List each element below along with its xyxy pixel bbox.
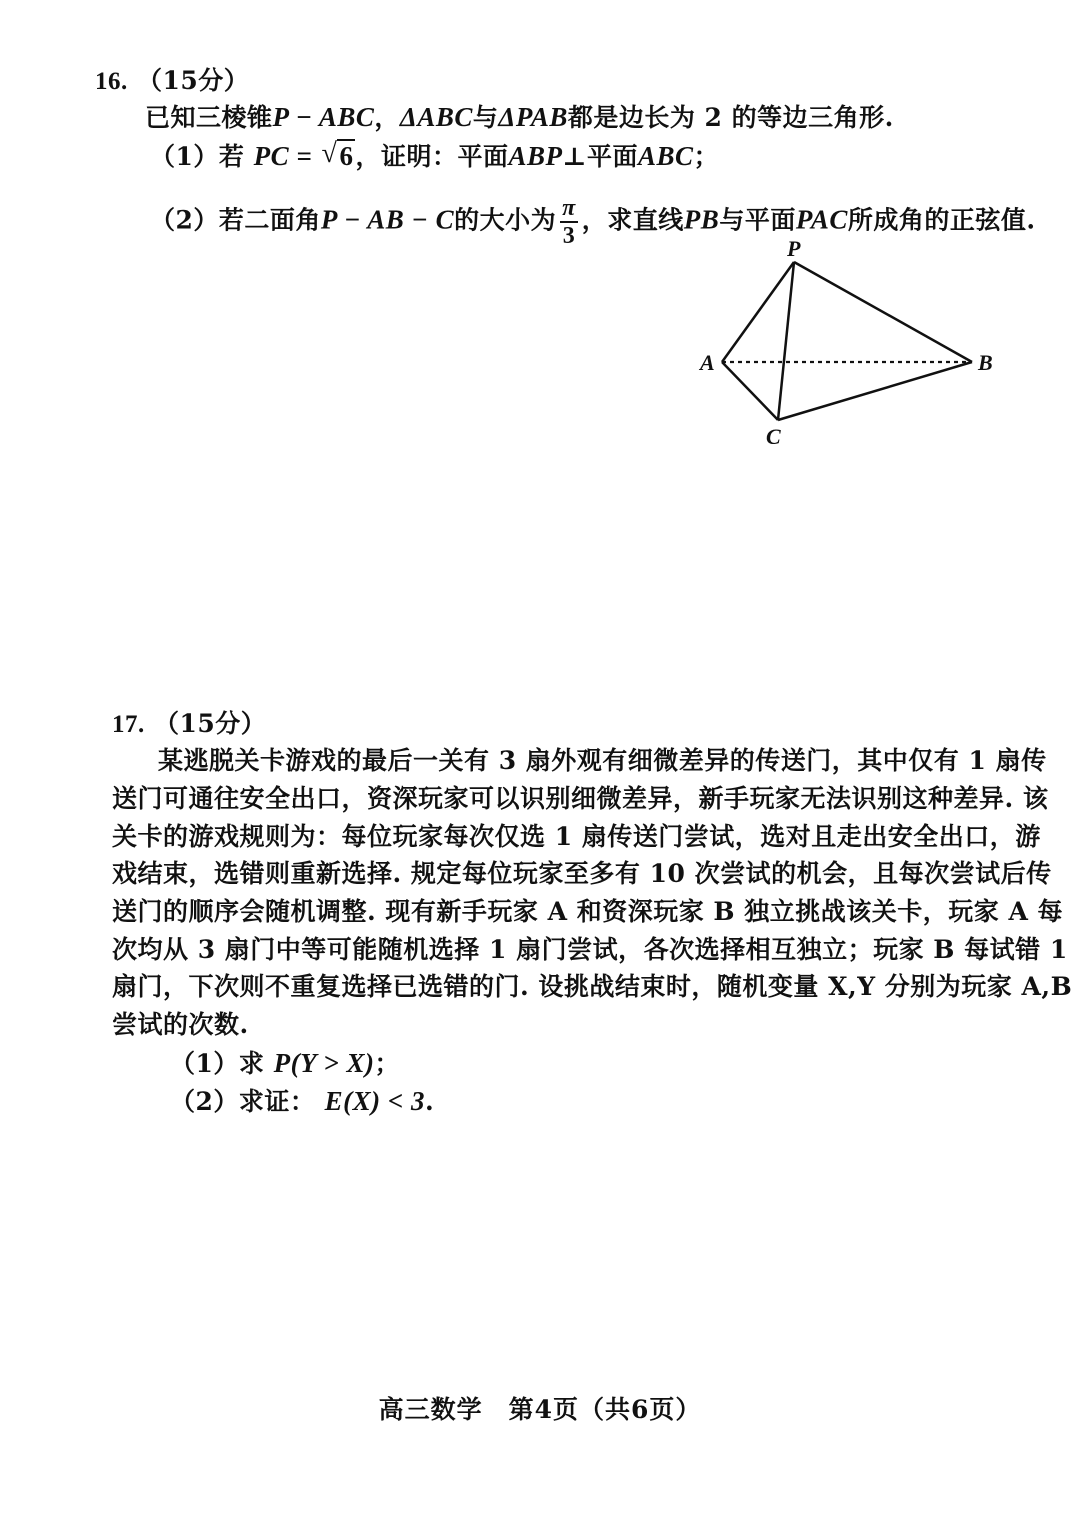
q16-part1-math-3: ABC	[638, 141, 694, 171]
q16-part1-math-1: PC =	[253, 141, 313, 171]
q16-stem-text-2: ，	[374, 103, 400, 132]
fraction-denominator: 3	[562, 223, 576, 249]
q17-line-5: 送门的顺序会随机调整. 现有新手玩家 A 和资深玩家 B 独立挑战该关卡，玩家 A 每	[112, 897, 1064, 926]
fraction-numerator: π	[562, 195, 576, 221]
q16-part2-text-3: 与平面	[719, 205, 796, 235]
q16-part2-text-4: 所成角的正弦值.	[847, 205, 1036, 235]
edge-PA	[722, 262, 794, 362]
q17-line-1: 某逃脱关卡游戏的最后一关有 3 扇外观有细微差异的传送门，其中仅有 1 扇传	[158, 746, 1047, 775]
q17-part1-end: ；	[374, 1049, 401, 1078]
q17-number: 17.	[112, 711, 145, 738]
q17-line-2: 送门可通往安全出口，资深玩家可以识别细微差异，新手玩家无法识别这种差异. 该	[112, 784, 1049, 813]
q17-part2-label: （2）求证：	[170, 1087, 316, 1116]
q16-stem-math-2: ΔABC	[399, 102, 473, 132]
q16-number: 16.	[95, 68, 128, 95]
edge-CB	[778, 362, 972, 420]
q16-stem-text-1: 已知三棱锥	[145, 103, 273, 132]
q17-part2-end: .	[425, 1087, 435, 1116]
q16-part1-label: （1）若	[150, 142, 245, 171]
q16-part1-end: ；	[693, 142, 720, 171]
q16-part2-math-2: PB	[683, 204, 720, 235]
q17-part2-math: E(X) < 3	[324, 1086, 426, 1116]
vertex-label-C: C	[766, 424, 781, 449]
edge-PB	[794, 262, 972, 362]
tetrahedron-figure	[690, 236, 1010, 456]
q17-line-3: 关卡的游戏规则为：每位玩家每次仅选 1 扇传送门尝试，选对且走出安全出口，游	[112, 822, 1041, 851]
q17-part1-math: P(Y > X)	[273, 1048, 375, 1078]
edge-AC	[722, 362, 778, 420]
q16-score: （15分）	[136, 66, 250, 95]
q16-stem	[145, 100, 894, 135]
q17-line-4: 戏结束，选错则重新选择. 规定每位玩家至多有 10 次尝试的机会，且每次尝试后传	[112, 859, 1052, 888]
q17-line-7: 扇门，下次则不重复选择已选错的门. 设挑战结束时，随机变量 X,Y 分别为玩家 A,B	[112, 972, 1073, 1001]
page-footer: 高三数学 第4页（共6页）	[378, 1395, 702, 1424]
q16-part1	[150, 139, 719, 174]
q16-header	[95, 64, 249, 99]
q17-part1-label: （1）求	[170, 1049, 265, 1078]
q16-part1-math-2: ABP	[508, 141, 563, 171]
vertex-label-P: P	[787, 236, 801, 261]
q16-part2-math-1: P − AB − C	[320, 204, 455, 235]
q16-stem-math-3: ΔPAB	[498, 102, 568, 132]
q17-part1	[170, 1046, 400, 1081]
q17-line-6: 次均从 3 扇门中等可能随机选择 1 扇门尝试，各次选择相互独立；玩家 B 每试错 1	[112, 935, 1068, 964]
q16-part1-perp: ⊥	[562, 142, 588, 171]
q17-line-8: 尝试的次数.	[112, 1010, 249, 1039]
q16-part1-sqrt	[321, 139, 355, 173]
q16-stem-text-3: 与	[472, 103, 499, 132]
q16-part1-sqrt-value: 6	[339, 141, 354, 171]
q16-stem-math-1: P − ABC	[272, 102, 375, 132]
q16-part2-fraction	[560, 195, 578, 249]
q16-part2-text-2: ，求直线	[581, 205, 684, 235]
q17-part2	[170, 1084, 434, 1119]
q16-part1-text-1: ，证明：平面	[355, 142, 509, 171]
q17-score: （15分）	[153, 709, 267, 738]
edge-PC	[778, 262, 794, 420]
vertex-label-A: A	[700, 350, 715, 375]
q16-part1-text-2: 平面	[587, 142, 639, 171]
q16-part2-label: （2）若二面角	[150, 205, 321, 235]
q16-part2-math-3: PAC	[795, 204, 848, 235]
vertex-label-B: B	[978, 350, 993, 375]
q16-part2-text-1: 的大小为	[454, 205, 557, 235]
q16-stem-text-4: 都是边长为 2 的等边三角形.	[567, 103, 894, 132]
q17-header	[112, 707, 266, 742]
